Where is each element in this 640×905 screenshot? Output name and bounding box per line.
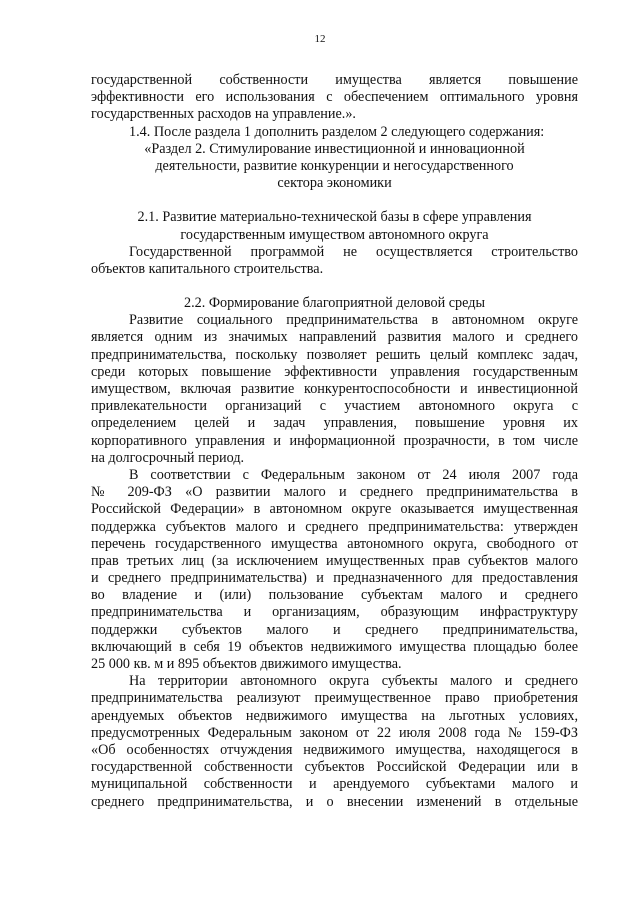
text-line: арендуемых объектов недвижимого имущества на льготных условиях,	[91, 707, 578, 724]
text-line: на долгосрочный период.	[91, 449, 245, 466]
text-line: № 209-ФЗ «О развитии малого и среднего предпринимательства в	[91, 484, 578, 501]
text-line: государственной собственности субъектов Российской Федерации или в	[91, 759, 578, 776]
heading-line: деятельности, развитие конкуренции и негосударственного	[155, 157, 514, 174]
text-line: определением целей и задач управления, повышение уровня их	[91, 415, 578, 432]
text-line: предпринимательства, поскольку позволяет решить целый комплекс задач,	[91, 346, 578, 363]
text-line: государственной собственности имущества является повышение	[91, 72, 578, 88]
page-number: 12	[314, 33, 326, 45]
paragraph-first-line: В соответствии с Федеральным законом от 24 июля 2007 года	[129, 466, 578, 483]
heading-line: сектора экономики	[277, 175, 392, 192]
text-line: во владение и (или) пользование субъектам малого и среднего	[91, 587, 578, 604]
paragraph-first-line: На территории автономного округа субъекты малого и среднего	[129, 673, 578, 690]
text-line: эффективности его использования с обеспечением оптимального уровня	[91, 89, 578, 106]
text-line: государственных расходов на управление.».	[91, 106, 356, 123]
text-line: перечень государственного имущества автономного округа, свободного от	[91, 535, 578, 552]
heading-line: 2.1. Развитие материально-технической базы в сфере управления	[137, 209, 532, 226]
text-line: «Об особенностях отчуждения недвижимого имущества, находящегося в	[91, 741, 578, 758]
heading-line: государственным имуществом автономного округа	[180, 226, 489, 243]
document-body	[91, 72, 578, 811]
paragraph-gap	[91, 278, 578, 295]
text-line: привлекательности организаций с участием автономного округа с	[91, 398, 578, 415]
text-line: поддержка субъектов малого и среднего предпринимательства: утвержден	[91, 518, 578, 535]
text-line: и среднего предпринимательства) и предназначенного для предоставления	[91, 570, 578, 587]
paragraph-first-line: Развитие социального предпринимательства в автономном округе	[129, 312, 578, 329]
paragraph-first-line: Государственной программой не осуществляется строительство	[129, 243, 578, 260]
text-line: среднего предпринимательства, и о внесении изменений в отдельные	[91, 793, 578, 810]
text-line: включающий в себя 19 объектов недвижимого имущества площадью более	[91, 638, 578, 655]
paragraph-gap	[91, 192, 578, 209]
text-line: поддержки субъектов малого и среднего предпринимательства,	[91, 621, 578, 638]
heading-line: 2.2. Формирование благоприятной деловой среды	[183, 295, 485, 312]
text-line: предпринимательства и организациям, образующим инфраструктуру	[91, 604, 578, 621]
text-line: объектов капитального строительства.	[91, 260, 324, 277]
text-line: корпоративного управления и информационной прозрачности, в том числе	[91, 432, 578, 449]
text-line: предпринимательства реализуют преимущественное право приобретения	[91, 690, 578, 707]
text-line: является одним из значимых направлений развития малого и среднего	[91, 329, 578, 346]
text-line: муниципальной собственности и арендуемого субъектами малого и	[91, 776, 578, 793]
heading-line: «Раздел 2. Стимулирование инвестиционной и инновационной	[144, 140, 525, 157]
paragraph-first-line: 1.4. После раздела 1 дополнить разделом 2 следующего содержания:	[129, 123, 545, 140]
text-line: имуществом, включая развитие конкурентоспособности и инвестиционной	[91, 381, 578, 397]
text-line: прав третьих лиц (за исключением имущественных прав субъектов малого	[91, 552, 578, 569]
text-line: среди которых повышение эффективности управления государственным	[91, 363, 578, 380]
text-line: предусмотренных Федеральным законом от 22 июля 2008 года № 159-ФЗ	[91, 724, 578, 741]
text-line: Российской Федерации» в автономном округе оказывается имущественная	[91, 501, 578, 518]
text-line: 25 000 кв. м и 895 объектов движимого имущества.	[91, 656, 402, 672]
